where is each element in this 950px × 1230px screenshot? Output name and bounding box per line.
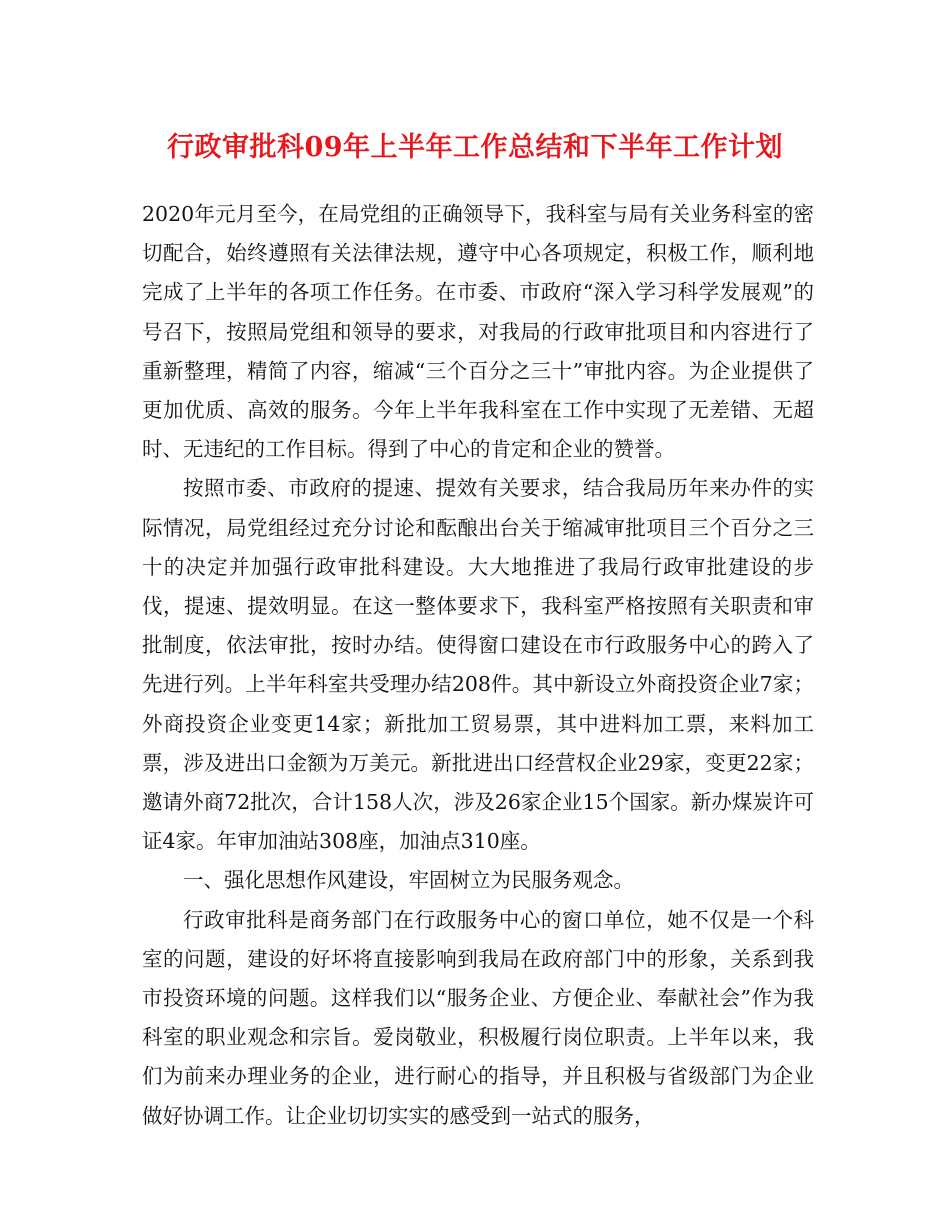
- document-title: 行政审批科09年上半年工作总结和下半年工作计划: [166, 132, 784, 163]
- section-heading-1: 一、强化思想作风建设，牢固树立为民服务观念。: [183, 868, 634, 893]
- paragraph-intro: 2020年元月至今，在局党组的正确领导下，我科室与局有关业务科室的密切配合，始终遵照有关法律法规，遵守中心各项规定，积极工作，顺利地完成了上半年的各项工作任务。在市委、市政府“深入学习科学发展观”的号召下，按照局党组和领导的要求，对我局的行政审批项目和内容进行了重新整理，精简了内容，缩减“三个百分之三十”审批内容。为企业提供了更加优质、高效的服务。今年上半年我科室在工作中实现了无差错、无超时、无违纪的工作目标。得到了中心的肯定和企业的赞誉。: [142, 202, 814, 462]
- paragraph-service: 行政审批科是商务部门在行政服务中心的窗口单位，她不仅是一个科室的问题，建设的好坏将直接影响到我局在政府部门中的形象，关系到我市投资环境的问题。这样我们以“服务企业、方便企业、奉献社会”作为我科室的职业观念和宗旨。爱岗敬业，积极履行岗位职责。上半年以来，我们为前来办理业务的企业，进行耐心的指导，并且积极与省级部门为企业做好协调工作。让企业切切实实的感受到一站式的服务，: [142, 907, 814, 1128]
- document-body: [142, 195, 814, 1136]
- paragraph-progress: 按照市委、市政府的提速、提效有关要求，结合我局历年来办件的实际情况，局党组经过充分讨论和酝酿出台关于缩减审批项目三个百分之三十的决定并加强行政审批科建设。大大地推进了我局行政审批建设的步伐，提速、提效明显。在这一整体要求下，我科室严格按照有关职责和审批制度，依法审批，按时办结。使得窗口建设在市行政服务中心的跨入了先进行列。上半年科室共受理办结208件。其中新设立外商投资企业7家；外商投资企业变更14家；新批加工贸易票，其中进料加工票，来料加工票，涉及进出口金额为万美元。新批进出口经营权企业29家，变更22家；邀请外商72批次，合计158人次，涉及26家企业15个国家。新办煤炭许可证4家。年审加油站308座，加油点310座。: [142, 476, 814, 854]
